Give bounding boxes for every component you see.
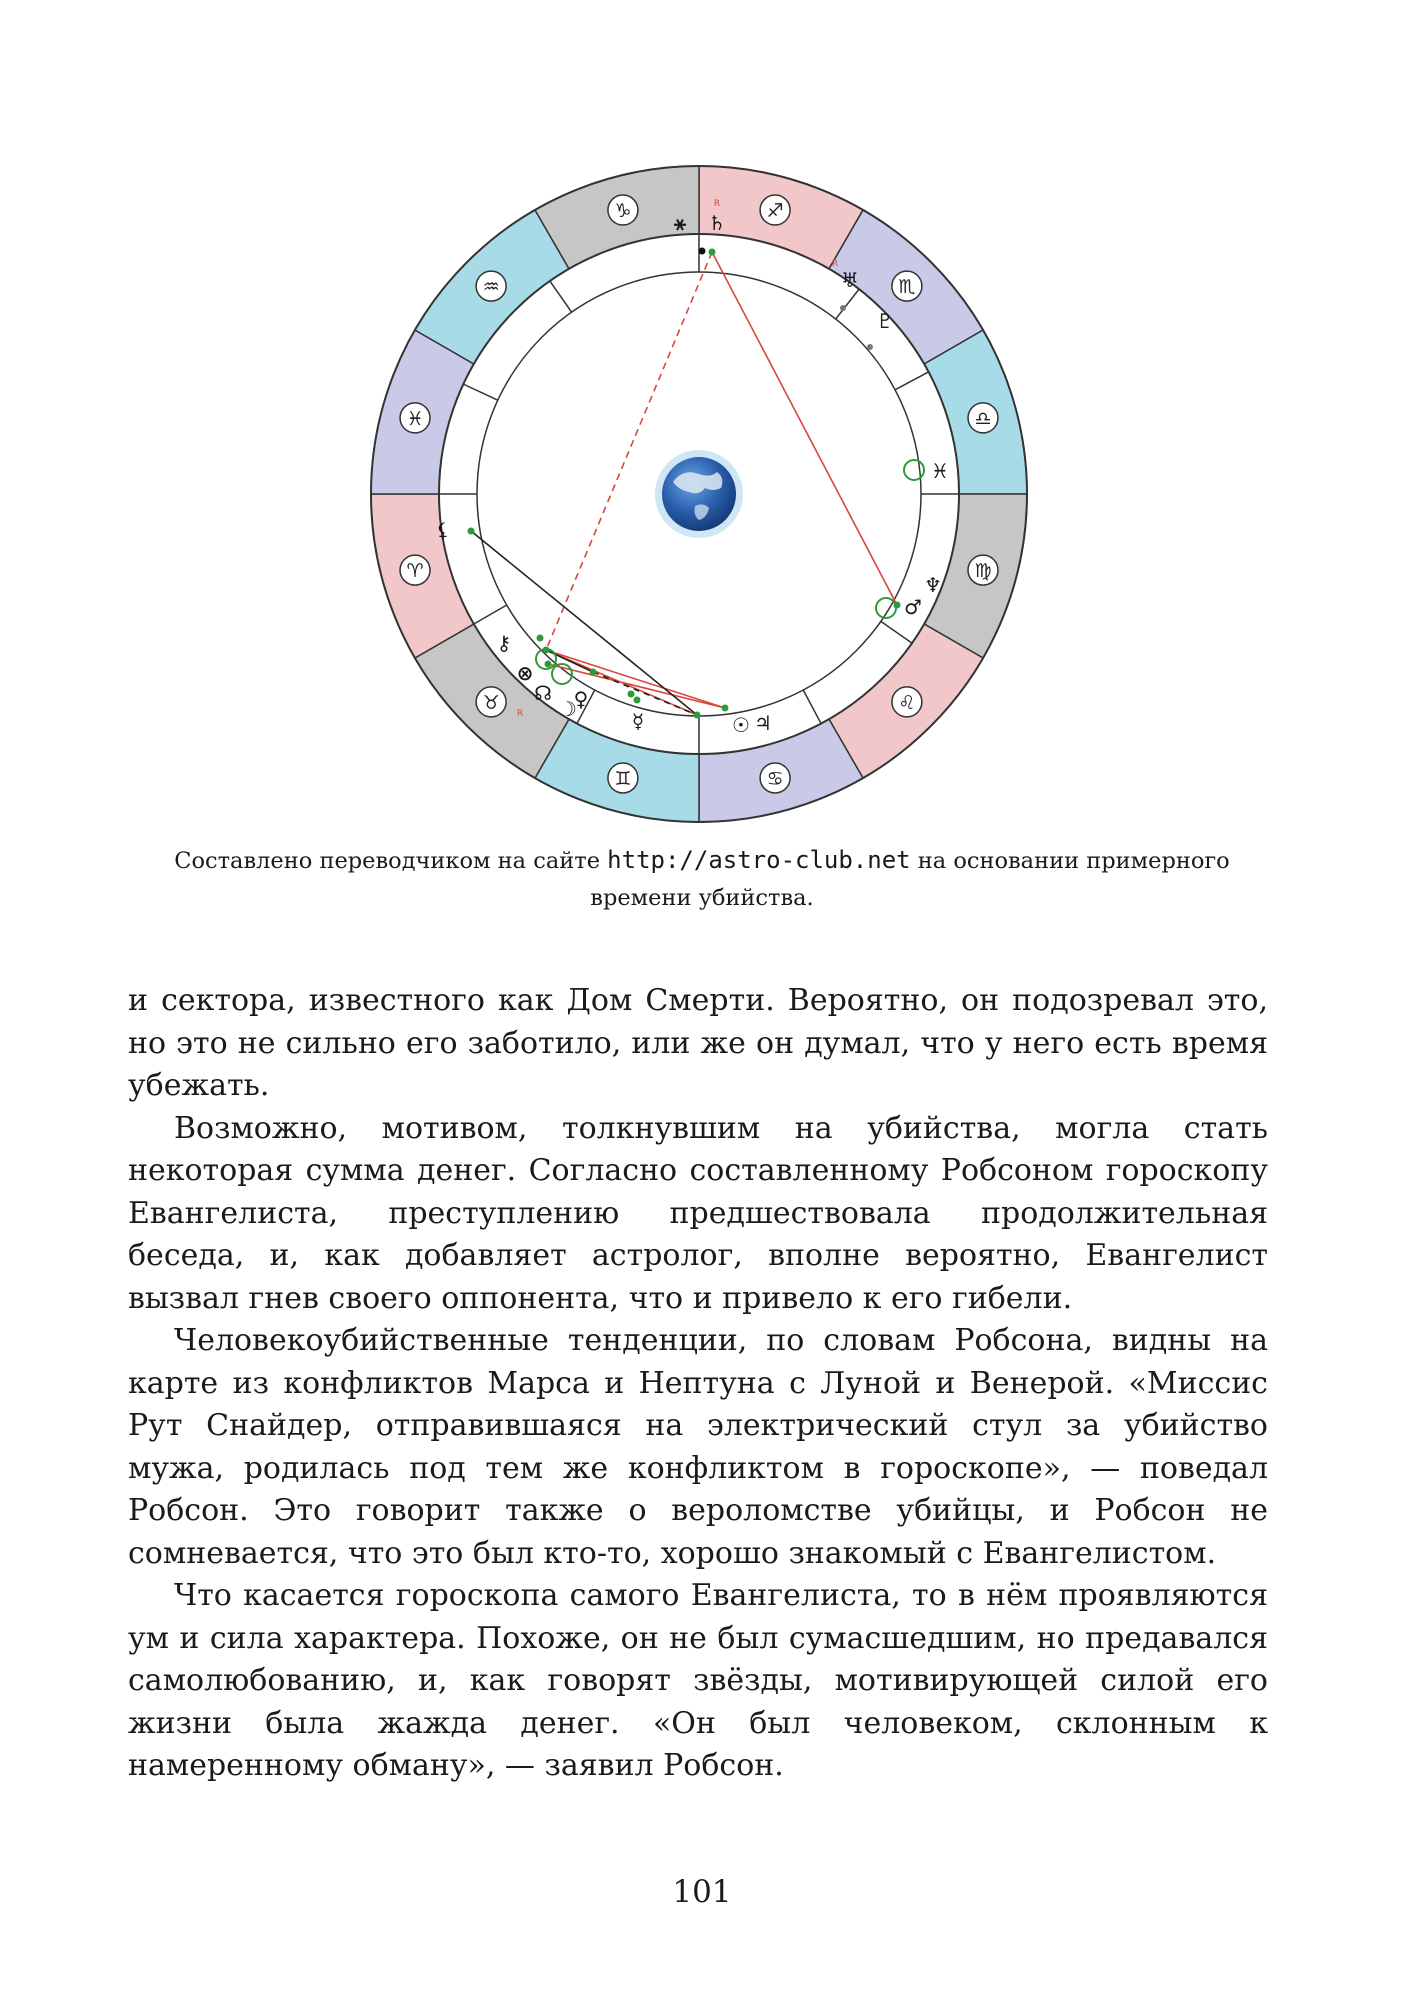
caption-text-end: на основании примерного времени убийства. [590, 848, 1230, 911]
pisces-glyph: ♓ [406, 407, 424, 430]
aspect-point [694, 712, 701, 719]
planet-point [840, 305, 846, 311]
jupiter-icon: ♃ [754, 711, 772, 735]
retrograde-mark: R [831, 259, 839, 269]
pluto-icon: ♇ [876, 309, 894, 333]
aspect-point [537, 635, 544, 642]
aspect-point [545, 661, 552, 668]
body-text [128, 980, 1268, 1788]
midheaven-icon: ⚹ [674, 211, 686, 235]
paragraph: Что касается гороскопа самого Евангелиста, то в нём проявляются ум и сила характера. Похоже, он не был сумасшедшим, но предавался самолюбованию, и, как говорят звёзды, мотивирующей силой его жизни была жажда денег. «Он был человеком, склонным к намеренному обману», — заявил Робсон. [128, 1578, 1268, 1783]
ascendant-icon: ♓ [931, 459, 949, 483]
figure-caption [140, 842, 1264, 917]
astrological-chart [365, 160, 1033, 828]
midheaven-point [699, 248, 706, 255]
aspect-point [628, 691, 635, 698]
earth-icon [655, 450, 743, 538]
uranus-icon: ♅ [841, 268, 859, 292]
aspect-point [590, 669, 597, 676]
aspect-point [468, 528, 475, 535]
sun-icon: ☉ [732, 713, 750, 737]
lilith-icon: ⚸ [435, 518, 451, 542]
paragraph: Человекоубийственные тенденции, по словам Робсона, видны на карте из конфликтов Марса и Нептуна с Луной и Венерой. «Миссис Рут Снайдер, отправившаяся на электрический стул за убийство мужа, родилась под тем же конфликтом в гороскопе», — поведал Робсон. Это говорит также о вероломстве убийцы, и Робсон не сомневается, что это был кто-то, хорошо знакомый с Евангелистом. [128, 1323, 1268, 1571]
fortune-icon: ⊗ [516, 661, 534, 685]
mercury-icon: ☿ [631, 709, 645, 733]
mars-icon: ♂ [904, 595, 922, 619]
virgo-glyph: ♍ [974, 560, 992, 583]
paragraph: Возможно, мотивом, толкнувшим на убийства, могла стать некоторая сумма денег. Согласно составленному Робсоном гороскопу Евангелиста, преступлению предшествовала продолжительная беседа, и, как добавляет астролог, вполне вероятно, Евангелист вызвал гнев своего оппонента, что и привело к его гибели. [128, 1110, 1268, 1316]
scorpio-glyph: ♏ [898, 276, 916, 299]
paragraph: и сектора, известного как Дом Смерти. Вероятно, он подозревал это, но это не сильно его заботило, или же он думал, что у него есть время убежать. [128, 983, 1268, 1103]
aspect-point [709, 249, 716, 256]
aries-glyph: ♈ [406, 560, 424, 583]
sagittarius-glyph: ♐ [766, 200, 784, 223]
aquarius-glyph: ♒ [482, 276, 500, 299]
neptune-icon: ♆ [924, 573, 942, 597]
planet-point [867, 344, 873, 350]
aspect-point [634, 697, 641, 704]
retrograde-mark: R [713, 199, 721, 209]
leo-glyph: ♌ [898, 691, 916, 714]
node-icon: ☊ [534, 681, 552, 705]
cancer-glyph: ♋ [766, 767, 784, 790]
libra-glyph: ♎ [974, 407, 992, 430]
chiron-icon: ⚷ [496, 631, 512, 655]
caption-url: http://astro-club.net [607, 846, 911, 874]
gemini-glyph: ♊ [614, 767, 632, 790]
moon-icon: ☽ [559, 697, 577, 721]
taurus-glyph: ♉ [482, 691, 500, 714]
aspect-point [722, 705, 729, 712]
capricorn-glyph: ♑ [614, 200, 632, 223]
venus-icon: ♀ [573, 687, 589, 711]
retrograde-mark: R [516, 709, 524, 719]
page-number: 101 [672, 1874, 732, 1910]
caption-text-start: Составлено переводчиком на сайте [174, 848, 608, 874]
saturn-icon: ♄ [708, 211, 726, 235]
